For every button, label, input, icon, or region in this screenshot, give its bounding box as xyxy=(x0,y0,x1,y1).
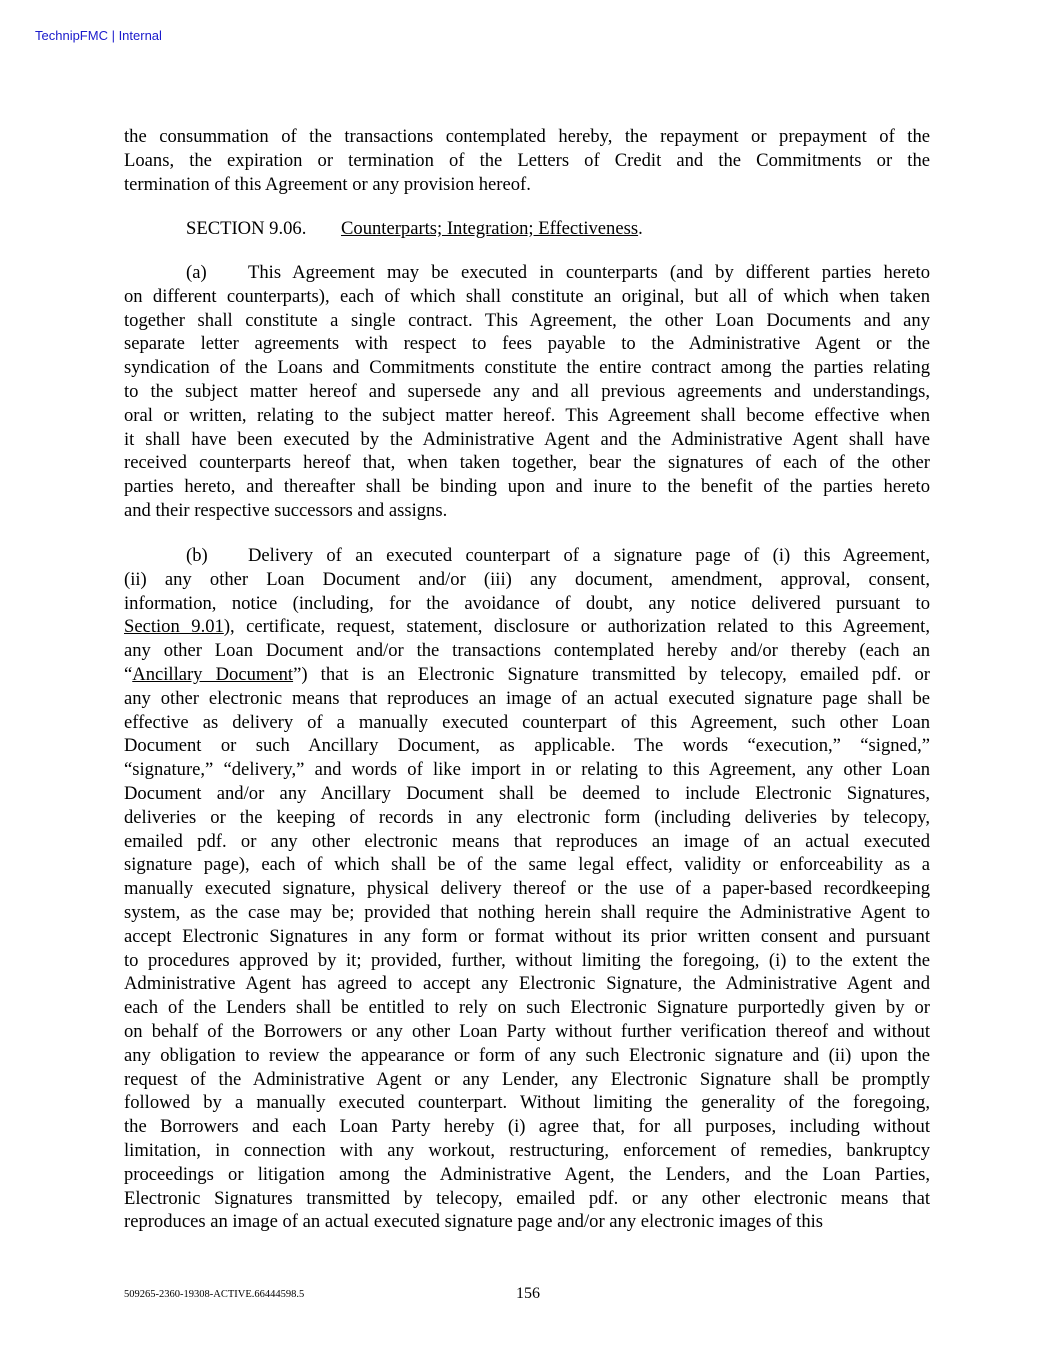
text-line xyxy=(124,1068,930,1092)
text-line xyxy=(124,853,930,877)
text-segment: (ii) any other Loan Document and/or (iii) any document, amendment, approval, consent, xyxy=(124,568,930,590)
text-line xyxy=(124,285,930,309)
text-segment: received counterparts hereof that, when taken together, bear the signatures of each of the other xyxy=(124,452,930,474)
cross-reference-link[interactable]: Ancillary Document xyxy=(132,663,294,685)
paragraph-a xyxy=(124,261,930,523)
text-line xyxy=(124,1163,930,1187)
text-line xyxy=(124,125,930,149)
text-segment: Document or such Ancillary Document, as applicable. The words “execution,” “signed,” xyxy=(124,735,930,757)
text-line xyxy=(124,782,930,806)
text-segment: together shall constitute a single contract. This Agreement, the other Loan Documents and any xyxy=(124,309,930,331)
text-segment: any other Loan Document and/or the transactions contemplated hereby and/or thereby (each an xyxy=(124,640,930,662)
text-line xyxy=(124,615,930,639)
text-segment: request of the Administrative Agent or any Lender, any Electronic Signature shall be promptly xyxy=(124,1068,930,1090)
text-segment: emailed pdf. or any other electronic means that reproduces an image of an actual executed xyxy=(124,830,930,852)
text-line xyxy=(124,568,930,592)
text-line xyxy=(124,309,930,333)
text-segment: any other electronic means that reproduces an image of an actual executed signature page shall be xyxy=(124,687,930,709)
text-line xyxy=(124,1020,930,1044)
text-segment: to the subject matter hereof and supersede any and all previous agreements and understandings, xyxy=(124,380,930,402)
text-line xyxy=(124,806,930,830)
text-segment: limitation, in connection with any workout, restructuring, enforcement of remedies, bankruptcy xyxy=(124,1139,930,1161)
text-line xyxy=(124,592,930,616)
text-line xyxy=(124,877,930,901)
text-segment: any obligation to review the appearance or form of any such Electronic signature and (ii) upon the xyxy=(124,1044,930,1066)
text-segment: on behalf of the Borrowers or any other Loan Party without further verification thereof and without xyxy=(124,1020,930,1042)
section-number: SECTION 9.06. xyxy=(186,218,307,239)
line-text xyxy=(248,261,930,285)
text-segment: manually executed signature, physical delivery thereof or the use of a paper-based recordkeeping xyxy=(124,878,930,900)
classification-label: TechnipFMC | Internal xyxy=(35,28,162,43)
text-segment: to procedures approved by it; provided, further, without limiting the foregoing, (i) to the extent the xyxy=(124,949,930,971)
section-title-period: . xyxy=(638,218,643,239)
text-line xyxy=(124,1091,930,1115)
text-line xyxy=(124,380,930,404)
text-line xyxy=(124,972,930,996)
section-title: Counterparts; Integration; Effectiveness xyxy=(341,218,639,239)
text-segment: “signature,” “delivery,” and words of like import in or relating to this Agreement, any other Loan xyxy=(124,759,930,781)
text-segment: on different counterparts), each of which shall constitute an original, but all of which when taken xyxy=(124,285,930,307)
text-line xyxy=(124,544,930,568)
text-line xyxy=(124,925,930,949)
text-segment: Document and/or any Ancillary Document shall be deemed to include Electronic Signatures, xyxy=(124,782,930,804)
text-segment: effective as delivery of a manually executed counterpart of this Agreement, such other Loan xyxy=(124,711,930,733)
text-segment: termination of this Agreement or any provision hereof. xyxy=(124,173,531,195)
text-segment: followed by a manually executed counterpart. Without limiting the generality of the foregoing, xyxy=(124,1092,930,1114)
text-line xyxy=(124,996,930,1020)
text-segment: signature page), each of which shall be of the same legal effect, validity or enforceability as a xyxy=(124,854,930,876)
text-segment: This Agreement may be executed in counterparts (and by different parties hereto xyxy=(248,262,930,283)
line-text xyxy=(248,544,930,568)
text-segment: and their respective successors and assigns. xyxy=(124,499,448,521)
text-line xyxy=(124,663,930,687)
text-line xyxy=(124,949,930,973)
text-line xyxy=(124,1210,930,1234)
paragraph-number: (a) xyxy=(186,262,207,283)
page-number: 156 xyxy=(516,1285,540,1302)
text-segment: Electronic Signatures transmitted by telecopy, emailed pdf. or any other electronic means that xyxy=(124,1187,930,1209)
paragraph-number: (b) xyxy=(186,545,208,566)
text-segment: each of the Lenders shall be entitled to rely on such Electronic Signature purportedly given by or xyxy=(124,997,930,1019)
text-line xyxy=(124,758,930,782)
text-line xyxy=(124,901,930,925)
text-segment: accept Electronic Signatures in any form or format without its prior written consent and pursuant xyxy=(124,925,930,947)
paragraph-continuation xyxy=(124,125,930,196)
text-line xyxy=(124,428,930,452)
text-line xyxy=(124,261,930,285)
text-line xyxy=(124,734,930,758)
text-line xyxy=(124,1139,930,1163)
text-segment: syndication of the Loans and Commitments constitute the entire contract among the parties relating xyxy=(124,357,930,379)
text-segment: the Borrowers and each Loan Party hereby (i) agree that, for all purposes, including without xyxy=(124,1116,930,1138)
document-id: 509265-2360-19308-ACTIVE.66444598.5 xyxy=(124,1289,305,1300)
paragraph-b xyxy=(124,544,930,1234)
text-line xyxy=(124,475,930,499)
text-segment: information, notice (including, for the avoidance of doubt, any notice delivered pursuant to xyxy=(124,592,930,614)
section-heading xyxy=(124,217,930,241)
text-segment: oral or written, relating to the subject matter hereof. This Agreement shall become effective when xyxy=(124,404,930,426)
text-line xyxy=(124,149,930,173)
text-segment: ), certificate, request, statement, disclosure or authorization related to this Agreement, xyxy=(223,616,930,638)
text-segment: system, as the case may be; provided that nothing herein shall require the Administrative Agent to xyxy=(124,901,930,923)
text-line xyxy=(124,687,930,711)
text-line xyxy=(124,1187,930,1211)
text-segment: ”) that is an Electronic Signature transmitted by telecopy, emailed pdf. or xyxy=(293,663,930,685)
text-line xyxy=(124,173,930,197)
text-segment: Loans, the expiration or termination of the Letters of Credit and the Commitments or the xyxy=(124,149,930,171)
text-line xyxy=(124,332,930,356)
text-segment: separate letter agreements with respect to fees payable to the Administrative Agent or the xyxy=(124,333,930,355)
text-line xyxy=(124,404,930,428)
text-segment: proceedings or litigation among the Administrative Agent, the Lenders, and the Loan Parties, xyxy=(124,1163,930,1185)
text-segment: “ xyxy=(124,663,133,685)
text-line xyxy=(124,499,930,523)
text-line xyxy=(124,711,930,735)
text-line xyxy=(124,1115,930,1139)
text-line xyxy=(124,830,930,854)
text-segment: deliveries or the keeping of records in any electronic form (including deliveries by telecopy, xyxy=(124,806,930,828)
text-segment: Delivery of an executed counterpart of a signature page of (i) this Agreement, xyxy=(248,545,930,566)
text-segment: the consummation of the transactions contemplated hereby, the repayment or prepayment of the xyxy=(124,126,930,147)
cross-reference-link[interactable]: Section 9.01 xyxy=(124,616,224,638)
text-segment: parties hereto, and thereafter shall be binding upon and inure to the benefit of the parties hereto xyxy=(124,476,930,498)
text-line xyxy=(124,356,930,380)
text-line xyxy=(124,451,930,475)
text-line xyxy=(124,639,930,663)
text-line xyxy=(124,1044,930,1068)
text-segment: it shall have been executed by the Administrative Agent and the Administrative Agent shall have xyxy=(124,428,930,450)
text-segment: Administrative Agent has agreed to accept any Electronic Signature, the Administrative Agent and xyxy=(124,973,930,995)
text-segment: reproduces an image of an actual executed signature page and/or any electronic images of this xyxy=(124,1211,824,1233)
